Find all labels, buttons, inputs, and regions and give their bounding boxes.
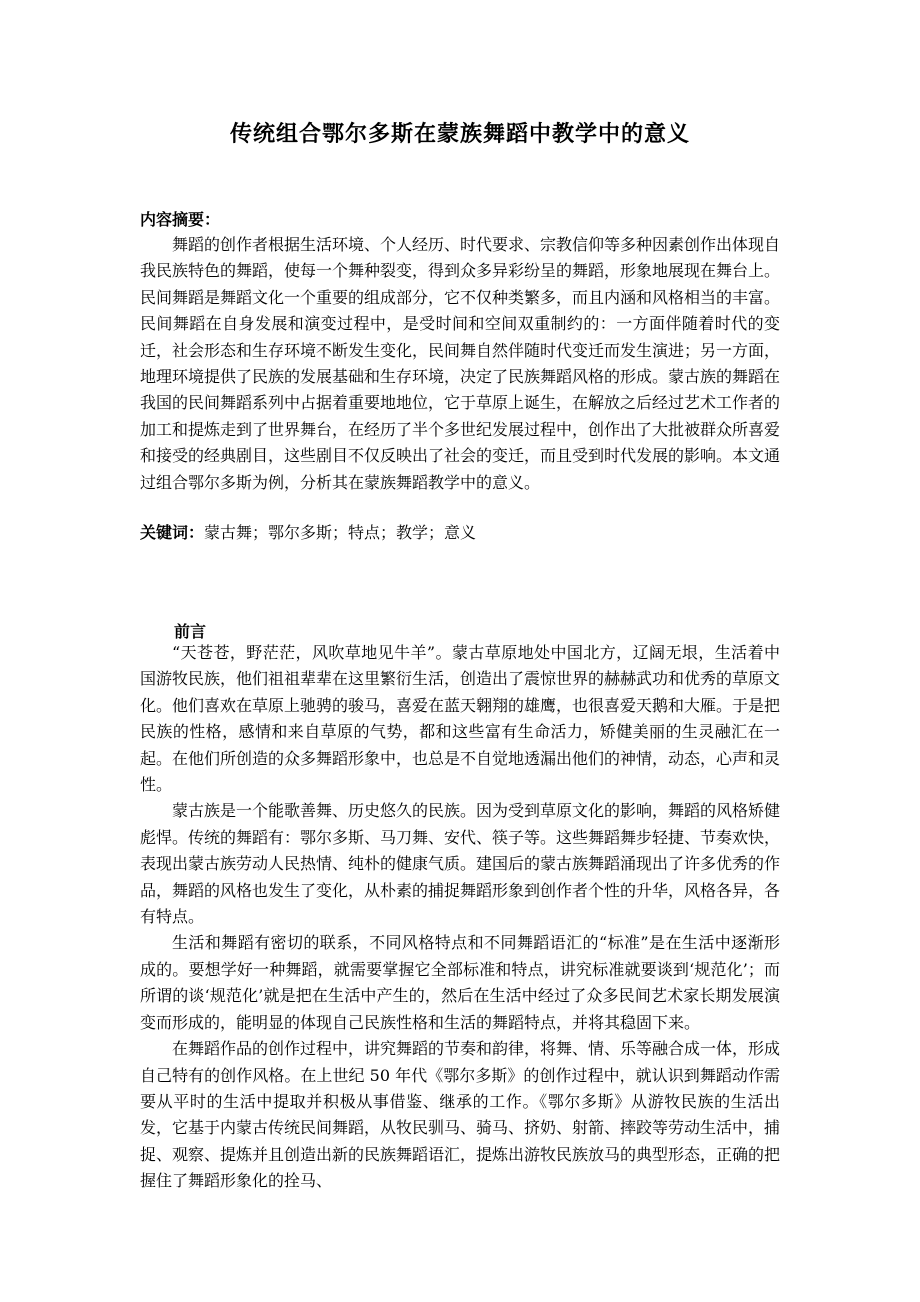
keywords-line <box>140 520 476 546</box>
abstract-paragraph: 舞蹈的创作者根据生活环境、个人经历、时代要求、宗教信仰等多种因素创作出体现自我民族特色的舞蹈，使每一个舞种裂变，得到众多异彩纷呈的舞蹈，形象地展现在舞台上。民间舞蹈是舞蹈文化一个重要的组成部分，它不仅种类繁多，而且内涵和风格相当的丰富。民间舞蹈在自身发展和演变过程中，是受时间和空间双重制约的：一方面伴随着时代的变迁，社会形态和生存环境不断发生变化，民间舞自然伴随时代变迁而发生演进；另一方面，地理环境提供了民族的发展基础和生存环境，决定了民族舞蹈风格的形成。蒙古族的舞蹈在我国的民间舞蹈系列中占据着重要地地位，它于草原上诞生，在解放之后经过艺术工作者的加工和提炼走到了世界舞台，在经历了半个多世纪发展过程中，创作出了大批被群众所喜爱和接受的经典剧目，这些剧目不仅反映出了社会的变迁，而且受到时代发展的影响。本文通过组合鄂尔多斯为例，分析其在蒙族舞蹈教学中的意义。 <box>140 235 781 492</box>
abstract-body <box>140 232 780 496</box>
preface-body <box>140 640 780 1195</box>
document-title: 传统组合鄂尔多斯在蒙族舞蹈中教学中的意义 <box>229 122 690 147</box>
keywords-text: 蒙古舞；鄂尔多斯；特点；教学；意义 <box>204 523 477 542</box>
abstract-label: 内容摘要： <box>140 210 221 229</box>
preface-paragraph-1: “天苍苍，野茫茫，风吹草地见牛羊”。蒙古草原地处中国北方，辽阔无垠，生活着中国游牧民族，他们祖祖辈辈在这里繁衍生活，创造出了震惊世界的赫赫武功和优秀的草原文化。他们喜欢在草原上驰骋的骏马，喜爱在蓝天翱翔的雄鹰，也很喜爱天鹅和大雁。于是把民族的性格，感情和来自草原的气势，都和这些富有生命活力，矫健美丽的生灵融汇在一起。在他们所创造的众多舞蹈形象中，也总是不自觉地透漏出他们的神情，动态，心声和灵性。 <box>140 643 781 795</box>
preface-paragraph-4: 在舞蹈作品的创作过程中，讲究舞蹈的节奏和韵律，将舞、情、乐等融合成一体，形成自己特有的创作风格。在上世纪 50 年代《鄂尔多斯》的创作过程中，就认识到舞蹈动作需要从平时的生活中提取并积极从事借鉴、继承的工作。《鄂尔多斯》从游牧民族的生活出发，它基于内蒙古传统民间舞蹈，从牧民驯马、骑马、挤奶、射箭、摔跤等劳动生活中，捕捉、观察、提炼并且创造出新的民族舞蹈语汇，提炼出游牧民族放马的典型形态，正确的把握住了舞蹈形象化的拴马、 <box>140 1039 781 1191</box>
preface-heading: 前言 <box>174 622 207 641</box>
preface-paragraph-3: 生活和舞蹈有密切的联系，不同风格特点和不同舞蹈语汇的“标准”是在生活中逐渐形成的。要想学好一种舞蹈，就需要掌握它全部标准和特点，讲究标准就要谈到‘规范化’；而所谓的谈‘规范化’就是把在生活中产生的，然后在生活中经过了众多民间艺术家长期发展演变而形成的，能明显的体现自己民族性格和生活的舞蹈特点，并将其稳固下来。 <box>140 933 780 1032</box>
keywords-label: 关键词： <box>140 523 205 542</box>
preface-paragraph-2: 蒙古族是一个能歌善舞、历史悠久的民族。因为受到草原文化的影响，舞蹈的风格矫健彪悍。传统的舞蹈有：鄂尔多斯、马刀舞、安代、筷子等。这些舞蹈舞步轻捷、节奏欢快，表现出蒙古族劳动人民热情、纯朴的健康气质。建国后的蒙古族舞蹈涌现出了许多优秀的作品，舞蹈的风格也发生了变化，从朴素的捕捉舞蹈形象到创作者个性的升华，风格各异，各有特点。 <box>140 801 781 927</box>
